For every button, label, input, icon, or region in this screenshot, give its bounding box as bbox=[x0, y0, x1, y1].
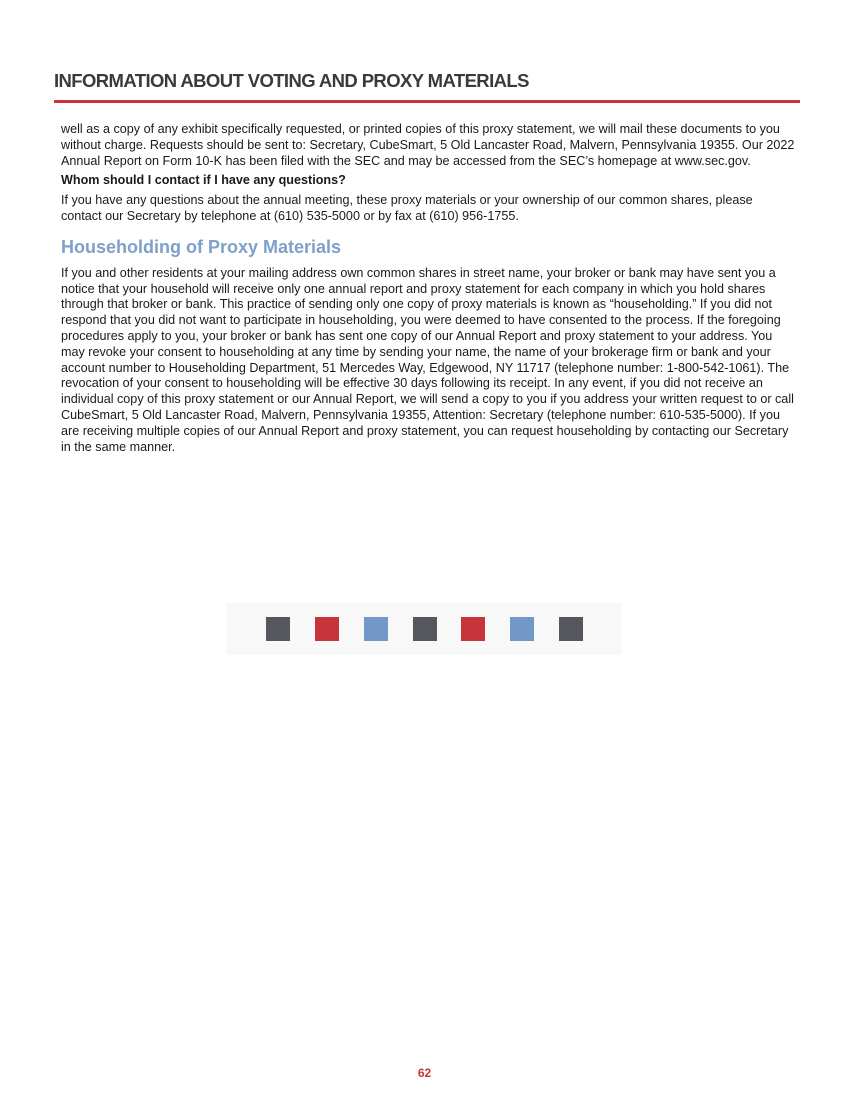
decorative-square-7 bbox=[559, 617, 583, 641]
page-section-title: INFORMATION ABOUT VOTING AND PROXY MATERIALS bbox=[54, 70, 529, 91]
decorative-square-2 bbox=[315, 617, 339, 641]
page-number: 62 bbox=[417, 1066, 432, 1080]
header-divider bbox=[54, 100, 800, 103]
decorative-swatch-band bbox=[226, 603, 622, 655]
decorative-square-3 bbox=[364, 617, 388, 641]
decorative-square-4 bbox=[413, 617, 437, 641]
section-heading-householding: Householding of Proxy Materials bbox=[61, 236, 342, 257]
decorative-square-1 bbox=[266, 617, 290, 641]
document-body bbox=[61, 122, 796, 455]
decorative-square-6 bbox=[510, 617, 534, 641]
body-paragraph-2: If you have any questions about the annual meeting, these proxy materials or your ownership of our common shares, please contact our Secretary by telephone at (610) 535-5000 or by fax at (610) 956-1755. bbox=[61, 193, 753, 223]
decorative-square-5 bbox=[461, 617, 485, 641]
question-heading: Whom should I contact if I have any questions? bbox=[61, 173, 346, 188]
body-paragraph-1: well as a copy of any exhibit specifically requested, or printed copies of this proxy statement, we will mail these documents to you without charge. Requests should be sent to: Secretary, CubeSmart, 5 Old Lancaster Road, Malvern, Pennsylvania 19355. Our 2022 Annual Report on Form 10-K has been filed with the SEC and may be accessed from the SEC’s homepage at www.sec.gov. bbox=[61, 122, 795, 168]
body-paragraph-3: If you and other residents at your mailing address own common shares in street name, your broker or bank may have sent you a notice that your household will receive only one annual report and proxy statement for each company in which you hold shares through that broker or bank. This practice of sending only one copy of proxy materials is known as “householding.” If you did not respond that you did not want to participate in householding, you were deemed to have consented to the process. If the foregoing procedures apply to you, your broker or bank has sent one copy of our Annual Report and proxy statement to your address. You may revoke your consent to householding at any time by sending your name, the name of your brokerage firm or bank and your account number to Householding Department, 51 Mercedes Way, Edgewood, NY 11717 (telephone number: 1-800-542-1061). The revocation of your consent to householding will be effective 30 days following its receipt. In any event, if you did not receive an individual copy of this proxy statement or our Annual Report, we will send a copy to you if you address your written request to or call CubeSmart, 5 Old Lancaster Road, Malvern, Pennsylvania 19355, Attention: Secretary (telephone number: 610-535-5000). If you are receiving multiple copies of our Annual Report and proxy statement, you can request householding by contacting our Secretary in the same manner. bbox=[61, 265, 794, 454]
